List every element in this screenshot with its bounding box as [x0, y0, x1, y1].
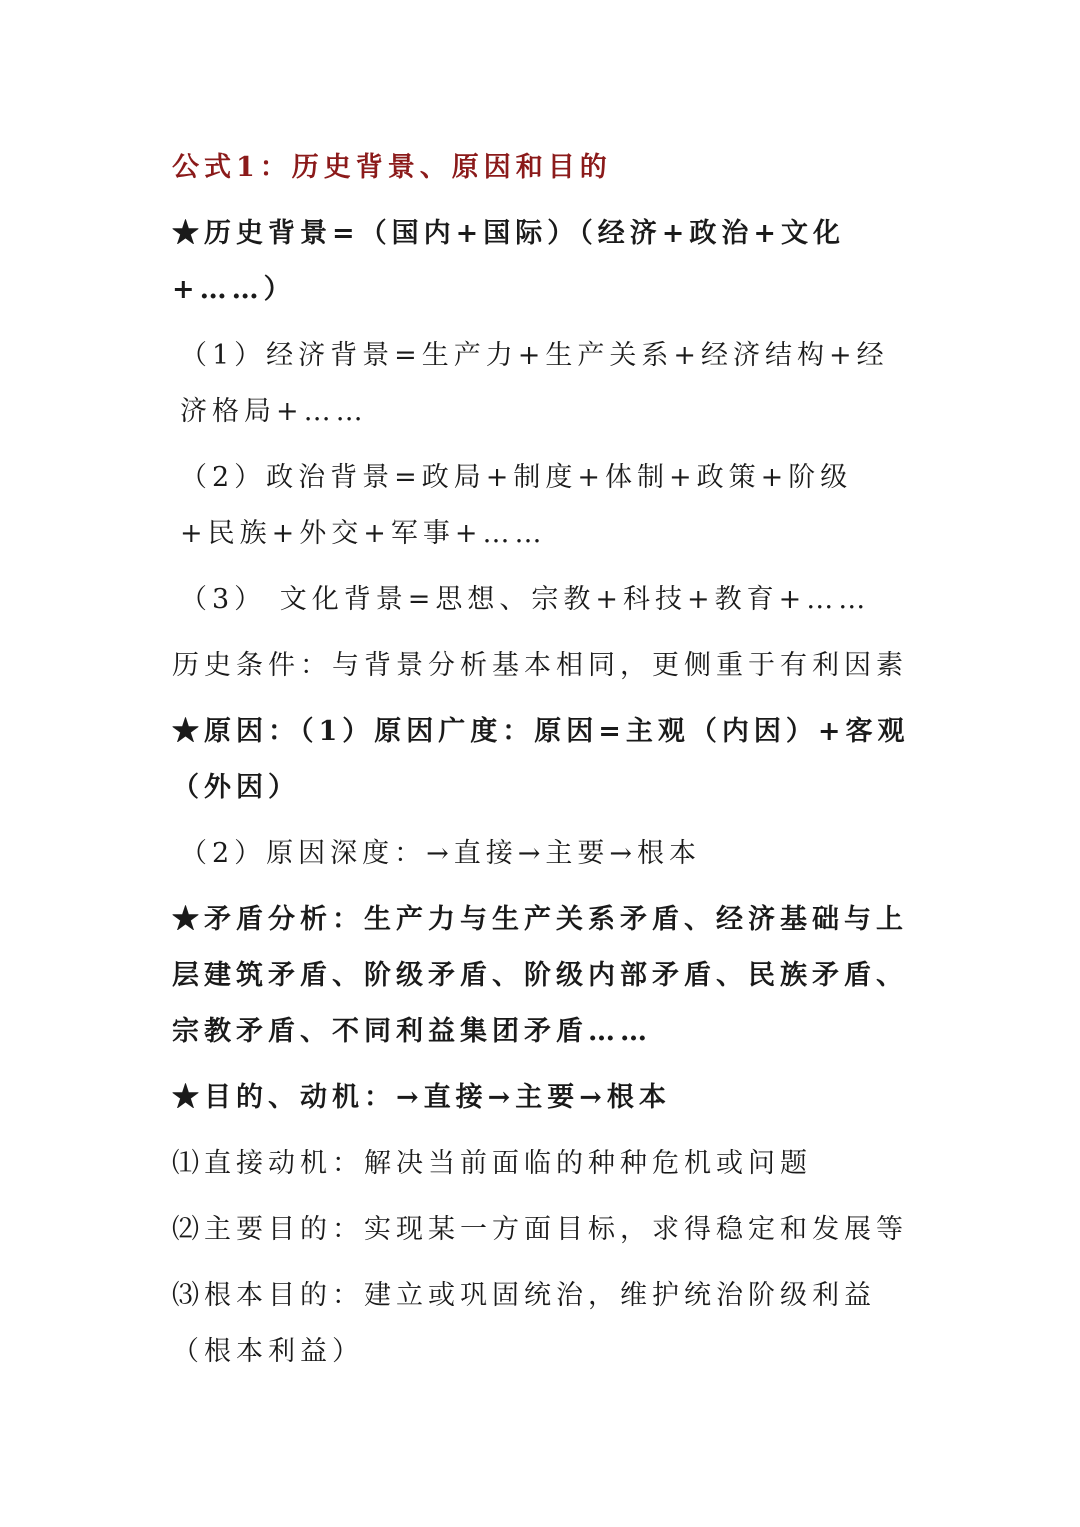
historical-background-formula: ★历史背景=（国内+国际）（经济+政治+文化+……） — [172, 218, 845, 305]
document-page — [172, 140, 910, 1390]
causes-depth: （2）原因深度：→直接→主要→根本 — [180, 838, 702, 869]
purpose-motive: ★目的、动机：→直接→主要→根本 — [172, 1082, 671, 1113]
fundamental-purpose: ⑶根本目的：建立或巩固统治，维护统治阶级利益（根本利益） — [172, 1280, 876, 1367]
causes-breadth: ★原因：（1）原因广度：原因=主观（内因）+客观（外因） — [172, 716, 910, 803]
section-title: 公式1：历史背景、原因和目的 — [172, 152, 612, 183]
economic-background: （1）经济背景=生产力+生产关系+经济结构+经济格局+…… — [180, 340, 889, 427]
main-purpose: ⑵主要目的：实现某一方面目标，求得稳定和发展等 — [172, 1214, 908, 1245]
direct-motive: ⑴直接动机：解决当前面临的种种危机或问题 — [172, 1148, 812, 1179]
political-background: （2）政治背景=政局+制度+体制+政策+阶级+民族+外交+军事+…… — [180, 462, 853, 549]
historical-conditions: 历史条件：与背景分析基本相同，更侧重于有利因素 — [172, 650, 908, 681]
cultural-background: （3） 文化背景=思想、宗教+科技+教育+…… — [180, 584, 871, 615]
contradiction-analysis: ★矛盾分析：生产力与生产关系矛盾、经济基础与上层建筑矛盾、阶级矛盾、阶级内部矛盾、民族矛盾、宗教矛盾、不同利益集团矛盾…… — [172, 904, 908, 1047]
